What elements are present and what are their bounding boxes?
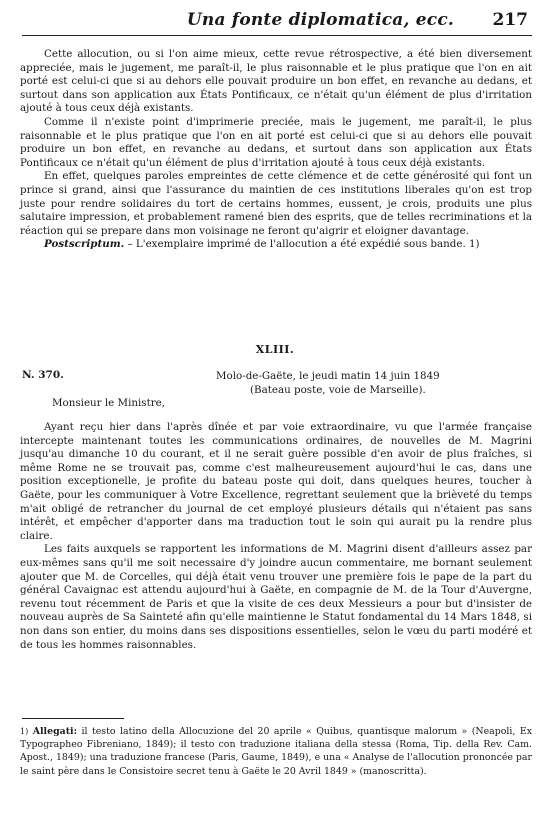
lower-text-block (20, 421, 532, 652)
place-date (216, 369, 440, 397)
paragraph: Les faits auxquels se rapportent les informations de M. Magrini disent d'ailleurs assez par eux-mêmes sans qu'il me soit necessaire d'y joindre aucun commentaire, me bornant seulement ajouter que M. de Corcelles, qui déjà était venu trouver une première fois le pape de la part du général Cavaignac est attendu aujourd'hui à Gaëte, en compagnie de M. de la Tour d'Auvergne, revenu tout récemment de Paris et que la visite de ces deux Messieurs a pour but d'insister de nouveau auprès de Sa Sainteté afin qu'elle maintienne le Statut fondamental du 14 Mars 1848, si non dans son entier, du moins dans ses dispositions essentielles, selon le vœu du parti modéré et de tous les hommes raisonnables. (20, 543, 532, 651)
footnote-lead: Allegati: (32, 726, 78, 737)
footnote-rule (22, 718, 124, 719)
footnote (20, 725, 532, 778)
paragraph: Ayant reçu hier dans l'après dînée et par voie extraordinaire, vu que l'armée française intercepte maintenant toutes les communications ordinaires, de nouvelles de M. Magrini jusqu'au dimanche 10 du courant, et il ne serait guère possible d'en avoir de plus fraîches, si même Rome ne se trouvait pas, comme c'est malheureusement aujourd'hui le cas, dans une position exceptionelle, je profite du bateau poste qui doit, dans quelques heures, toucher à Gaëte, pour les communiquer à Votre Excellence, regrettant seulement que la brièveté du temps m'ait obligé de retrancher du journal de cet employé plusieurs détails qui n'étaient pas sans intérêt, et empêcher d'apporter dans ma traduction tout le soin qui aurait pu la rendre plus claire. (20, 421, 532, 542)
postscript (20, 238, 532, 252)
paragraph: Comme il n'existe point d'imprimerie preciée, mais le jugement, me paraît-il, le plus raisonnable et le plus pratique que l'on en ait porté est celui-ci que si au dehors elle pouvait produire un bon effet, en revanche au dedans, et surtout dans son application aux États Pontificaux ce n'était qu'un élément de plus d'irritation ajouté à tous ceux déjà existants. (20, 115, 532, 169)
footnote-text: il testo latino della Allocuzione del 20 aprile « Quibus, quantisque malorum » (Neapoli, Ex Typographeo Fibreniano, 1849); il testo con traduzione italiana della stessa (Roma, Tip. della Rev. Cam. Apost., 1849); una traduzione francese (Paris, Gaume, 1849), e una « Analyse de l'allocution prononcée par le saint père dans le Consistoire secret tenu à Gaëte le 20 Avril 1849 » (manoscritta). (20, 726, 532, 777)
postscript-text: – L'exemplaire imprimé de l'allocution a été expédié sous bande. 1) (124, 238, 480, 251)
paragraph: En effet, quelques paroles empreintes de cette clémence et de cette générosité qui font un prince si grand, ainsi que l'assurance du maintien de ces institutions liberales qu'on est trop juste pour rendre solidaires du tort de certains hommes, eussent, je crois, produits une plus salutaire impression, et probablement ramené bien des esprits, que de telles recriminations et la réaction qui se prepare dans mon voisinage ne feront qu'aigrir et eloigner davantage. (20, 170, 532, 237)
upper-text-block (20, 48, 532, 252)
running-title: Una fonte diplomatica, ecc. (186, 10, 454, 30)
page-number: 217 (492, 10, 528, 30)
document-number: N. 370. (22, 369, 64, 381)
paragraph: Cette allocution, ou si l'on aime mieux, cette revue rétrospective, a été bien diversement appreciée, mais le jugement, me paraît-il, le plus raisonnable et le plus pratique que l'on en ait porté est celui-ci que si au dehors elle pouvait produire un bon effet, en revanche au dedans, et surtout dans son application aux États Pontificaux, ce n'était qu'un élément de plus d'irritation ajouté à tous ceux déjà existants. (20, 48, 532, 115)
postscript-label: Postscriptum. (44, 238, 125, 251)
footnote-marker: 1) (20, 727, 29, 736)
place-date-line: (Bateau poste, voie de Marseille). (250, 384, 426, 396)
salutation: Monsieur le Ministre, (52, 397, 166, 409)
place-date-line: Molo-de-Gaëte, le jeudi matin 14 juin 1849 (216, 370, 440, 382)
header-rule (22, 35, 532, 36)
section-number: XLIII. (255, 343, 295, 356)
running-header (22, 8, 532, 36)
